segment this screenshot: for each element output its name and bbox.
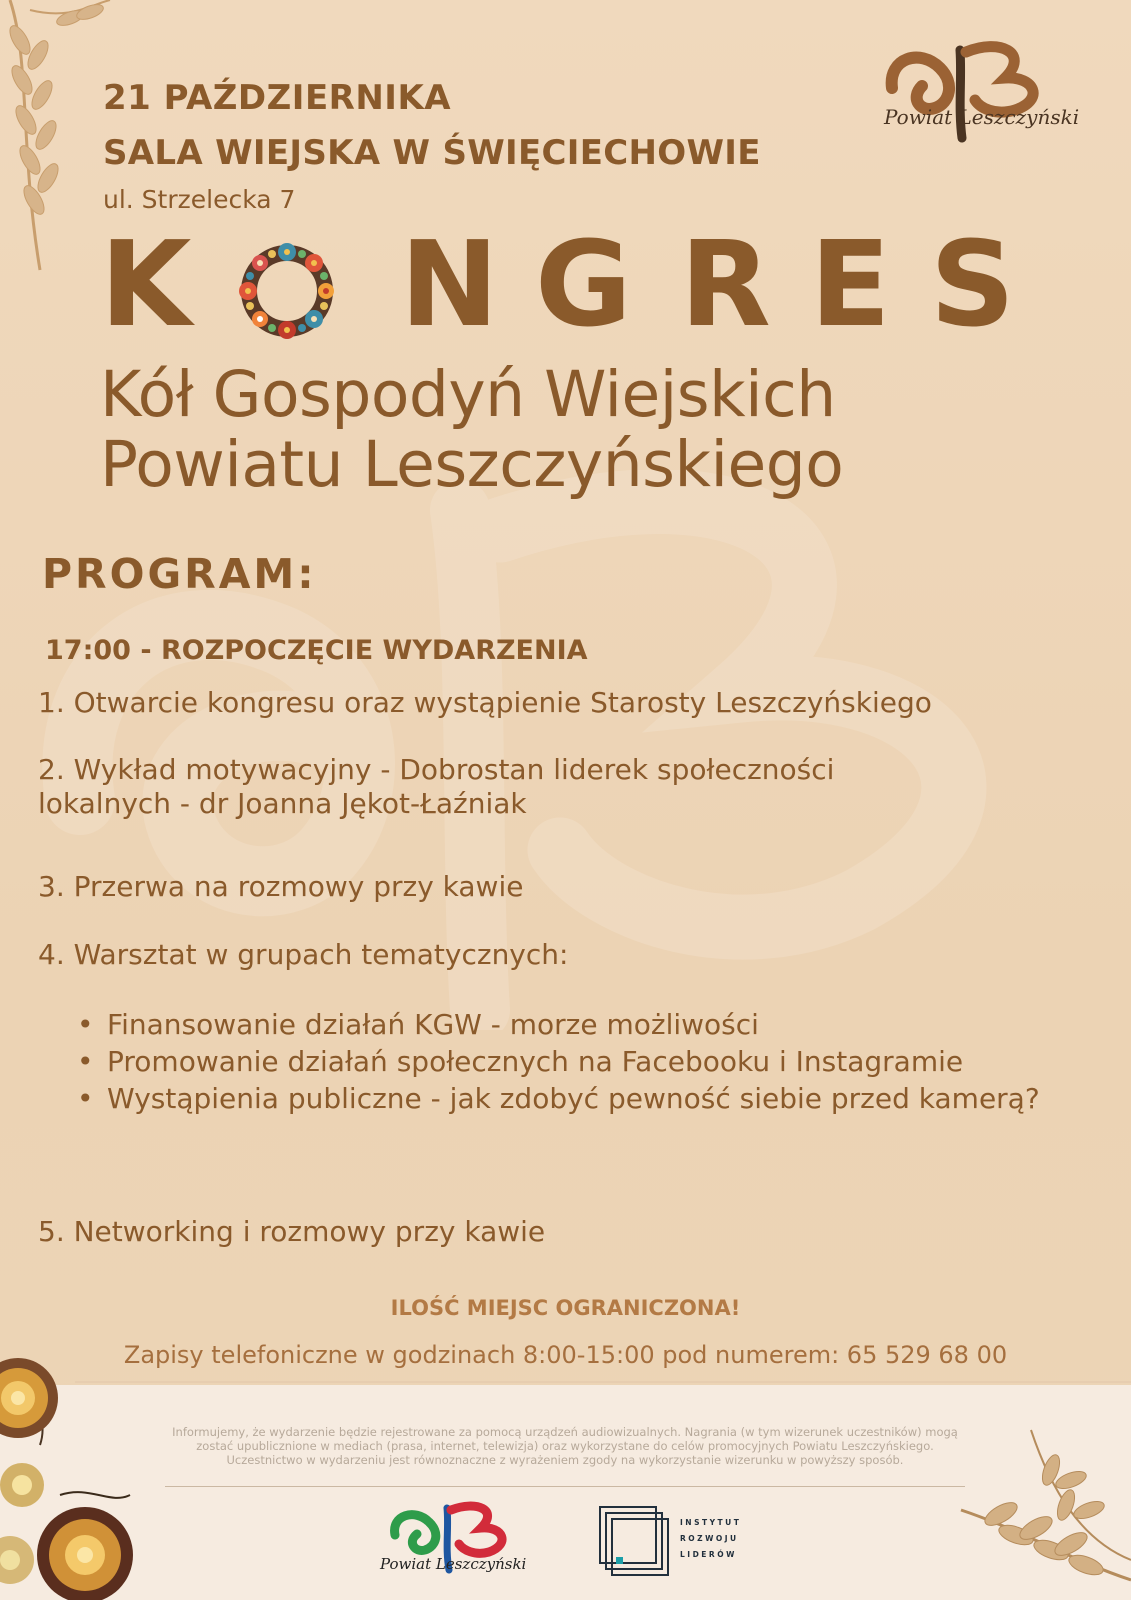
program-item-2-line-2: lokalnych - dr Joanna Jękot-Łaźniak [38, 787, 527, 820]
title-letter-k: K [100, 215, 192, 353]
county-logo-text: Powiat Leszczyński [884, 105, 1080, 129]
bullet-icon: • [77, 1082, 94, 1115]
program-heading: PROGRAM: [42, 550, 317, 598]
workshop-topics-list [75, 1007, 1095, 1118]
workshop-topic: • Finansowanie działań KGW - morze możliwości [77, 1008, 759, 1041]
program-item-5: 5. Networking i rozmowy przy kawie [38, 1215, 546, 1248]
program-item-3: 3. Przerwa na rozmowy przy kawie [38, 870, 524, 903]
title-letter-g: G [535, 215, 632, 353]
signup-info: Zapisy telefoniczne w godzinach 8:00-15:00 pod numerem: 65 529 68 00 [123, 1341, 1008, 1369]
title-letter-s: S [930, 215, 1015, 353]
subtitle-line-1: Kół Gospodyń Wiejskich [100, 358, 836, 431]
divider [165, 1486, 965, 1487]
subtitle-line-2: Powiatu Leszczyńskiego [100, 428, 844, 501]
county-logo-bottom-text: Powiat Leszczyński [380, 1555, 527, 1573]
wheat-decoration-icon [941, 1410, 1131, 1600]
workshop-topic: • Promowanie działań społecznych na Facebooku i Instagramie [77, 1045, 964, 1078]
event-venue: SALA WIEJSKA W ŚWIĘCIECHOWIE [103, 133, 761, 173]
institute-logo-icon [598, 1505, 670, 1577]
event-address: ul. Strzelecka 7 [103, 185, 296, 214]
program-item-4: 4. Warsztat w grupach tematycznych: [38, 938, 569, 971]
county-logo-icon [880, 38, 1100, 148]
recording-disclaimer: Informujemy, że wydarzenie będzie rejestrowane za pomocą urządzeń audiowizualnych. Nagrania (w tym wizerunek uczestników) mogą zostać upublicznione w mediach (prasa, internet, telewizja) oraz wykorzystane do celów promocyjnych Powiatu Leszczyńskiego. Uczestnictwo w wydarzeniu jest równoznaczne z wyrażeniem zgody na wykorzystanie wizerunku w powyższy sposób. [172, 1425, 958, 1467]
flower-wreath-icon [232, 236, 342, 346]
program-item-2-line-1: 2. Wykład motywacyjny - Dobrostan liderek społeczności [38, 753, 835, 786]
limited-seats-notice: ILOŚĆ MIEJSC OGRANICZONA! [390, 1296, 741, 1320]
title-letter-n: N [400, 215, 499, 353]
workshop-topic: • Wystąpienia publiczne - jak zdobyć pewność siebie przed kamerą? [77, 1082, 1040, 1115]
title-letter-r: R [680, 215, 771, 353]
event-date: 21 PAŹDZIERNIKA [103, 78, 452, 118]
folk-flowers-decoration-icon [0, 1355, 150, 1600]
bullet-icon: • [77, 1008, 94, 1041]
bullet-icon: • [77, 1045, 94, 1078]
program-item-1: 1. Otwarcie kongresu oraz wystąpienie Starosty Leszczyńskiego [38, 686, 932, 719]
program-item-2 [38, 753, 1108, 821]
title-letter-e: E [810, 215, 891, 353]
institute-logo-text: INSTYTUT ROZWOJU LIDERÓW [680, 1518, 742, 1559]
program-start-time: 17:00 - ROZPOCZĘCIE WYDARZENIA [45, 635, 588, 666]
divider [75, 1381, 1131, 1383]
